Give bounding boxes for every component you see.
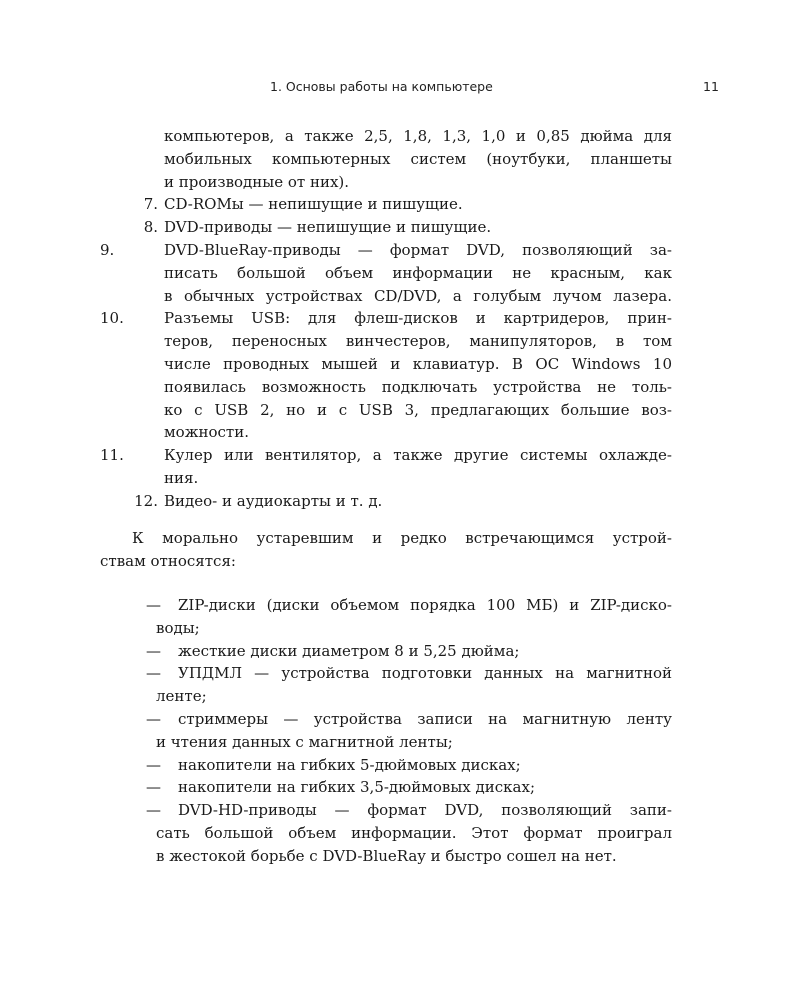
dash-item-text: ZIP-диски (диски объемом порядка 100 МБ) и ZIP-диско- [178,596,672,614]
list-item-number: 9. [100,240,115,259]
list-item [100,216,672,239]
list-item-line: писать большой объем информации не красным, как [164,263,672,282]
dash-item-text: УПДМЛ — устройства подготовки данных на магнитной [178,664,672,683]
dash-item-text: стриммеры — устройства записи на магнитную ленту [178,709,672,728]
numbered-list [100,125,672,513]
dash-list-item [100,708,672,731]
running-header [0,79,800,95]
dash-item-text: накопители на гибких 5-дюймовых дисках; [178,755,521,774]
list-item [100,307,672,330]
dash-item-text: жесткие диски диаметром 8 и 5,25 дюйма; [178,641,520,660]
list-item-number: 11. [100,446,124,465]
list-item-line: ко с USB 2, но и с USB 3, предлагающих большие воз- [164,400,672,419]
dash-item-text: DVD-HD-приводы — формат DVD, позволяющий запи- [178,801,672,820]
list-item-text: Кулер или вентилятор, а также другие системы охлажде- [164,446,672,465]
list-item-text: CD-ROMы — непишущие и пишущие. [164,195,463,214]
list-continuation-line: и производные от них). [164,172,350,191]
paragraph-line: ствам относятся: [100,551,236,570]
dash-list [100,594,672,868]
list-item-text: Разъемы USB: для флеш-дисков и картридеров, прин- [164,309,672,328]
dash-list-item [100,754,672,777]
dash-item-line: ленте; [156,687,207,706]
dash-marker: — [146,778,161,797]
body-paragraph [100,527,672,573]
dash-marker: — [146,709,161,728]
list-item-text: DVD-BlueRay-приводы — формат DVD, позволяющий за- [164,240,672,259]
list-item-number: 12. [134,491,158,510]
dash-list-item [100,640,672,663]
list-item-text: DVD-приводы — непишущие и пишущие. [164,218,492,237]
dash-marker: — [146,596,161,614]
list-item [100,444,672,467]
list-item-line: числе проводных мышей и клавиатур. В ОС Windows 10 [164,354,672,373]
list-item-line: теров, переносных винчестеров, манипуляторов, в том [164,332,672,351]
list-item-number: 7. [143,195,158,214]
list-item-line: ния. [164,468,199,487]
dash-marker: — [146,801,161,820]
list-item-text: Видео- и аудиокарты и т. д. [164,491,383,510]
list-item-line: в обычных устройствах CD/DVD, а голубым лучом лазера. [164,286,672,305]
list-item [100,239,672,262]
dash-list-item [100,776,672,799]
list-item-number: 10. [100,309,124,328]
list-item-line: появилась возможность подключать устройства не толь- [164,377,672,396]
list-item-number: 8. [143,218,158,237]
list-item-line: можности. [164,423,249,442]
dash-list-item [100,799,672,822]
dash-item-line: в жестокой борьбе с DVD-BlueRay и быстро сошел на нет. [156,846,617,865]
paragraph-line: К морально устаревшим и редко встречающимся устрой- [132,529,672,547]
dash-list-item [100,662,672,685]
chapter-title: 1. Основы работы на компьютере [270,79,493,94]
dash-list-item [100,594,672,617]
dash-item-line: сать большой объем информации. Этот формат проиграл [156,823,672,842]
dash-marker: — [146,664,161,683]
dash-item-line: и чтения данных с магнитной ленты; [156,732,453,751]
dash-item-text: накопители на гибких 3,5-дюймовых дисках; [178,778,535,797]
list-continuation-line: мобильных компьютерных систем (ноутбуки, планшеты [164,149,672,168]
dash-marker: — [146,641,161,660]
list-item [100,193,672,216]
dash-marker: — [146,755,161,774]
list-item [100,490,672,513]
dash-item-line: воды; [156,618,200,637]
list-continuation-line: компьютеров, а также 2,5, 1,8, 1,3, 1,0 и 0,85 дюйма для [164,127,672,145]
page-number: 11 [703,79,719,94]
